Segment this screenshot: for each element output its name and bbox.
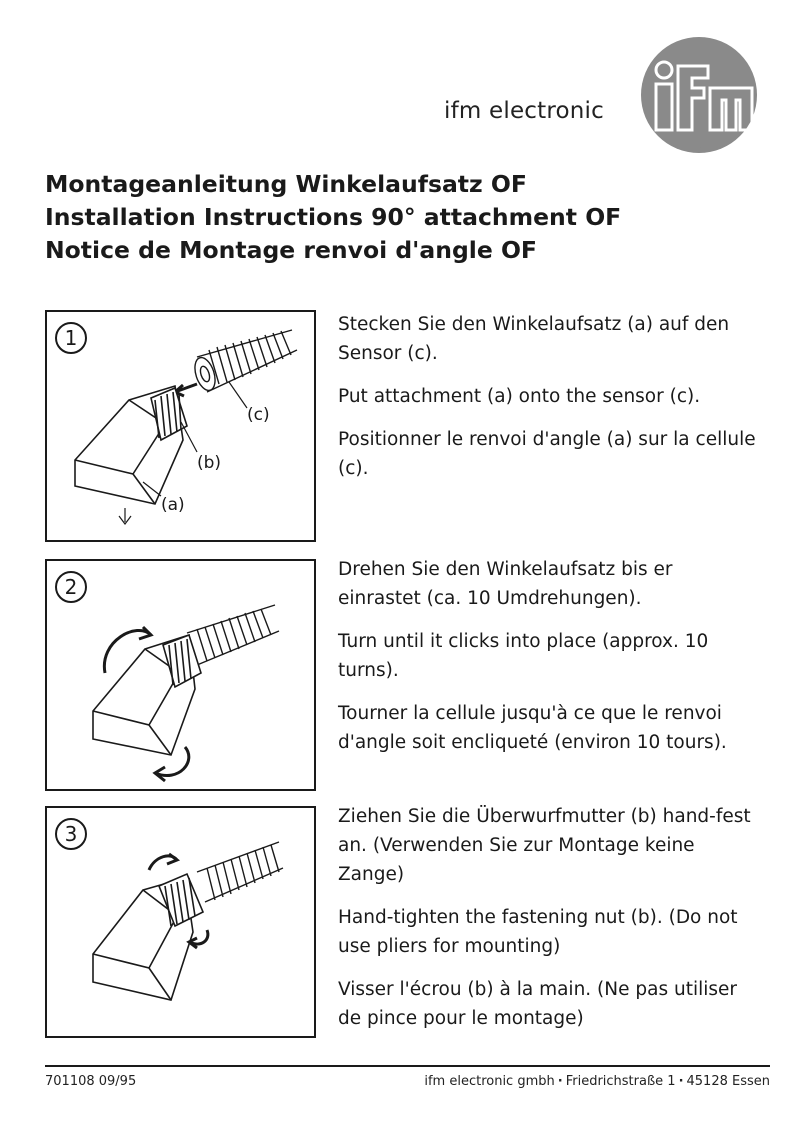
step-1-illustration [45,310,316,542]
step-2-number: 2 [64,575,78,599]
company-name: ifm electronic [444,98,604,124]
title-german: Montageanleitung Winkelaufsatz OF [45,170,527,198]
footer-company: ifm electronic gmbh [424,1074,555,1089]
step-1-text-de: Stecken Sie den Winkelaufsatz (a) auf den Sensor (c). [338,314,730,364]
label-b: (b) [197,453,222,473]
step-1-text [338,310,758,497]
angle-attachment-drawing [75,386,187,504]
step-3-text-de: Ziehen Sie die Überwurfmutter (b) hand-fest an. (Verwenden Sie zur Montage keine Zange) [338,806,751,885]
step-2-text-fr: Tourner la cellule jusqu'à ce que le renvoi d'angle soit encliqueté (environ 10 tours). [338,703,727,753]
document-number: 701108 09/95 [45,1074,137,1089]
document-titles [45,168,621,267]
step-1-text-fr: Positionner le renvoi d'angle (a) sur la cellule (c). [338,429,756,479]
title-french: Notice de Montage renvoi d'angle OF [45,236,537,264]
footer-street: Friedrichstraße 1 [565,1074,676,1089]
footer-address [424,1074,770,1089]
label-a: (a) [161,495,185,515]
step-3-text-en: Hand-tighten the fastening nut (b). (Do not use pliers for mounting) [338,907,738,957]
step-1-number: 1 [64,326,78,350]
step-3-number: 3 [64,822,78,846]
angle-attachment-drawing [93,635,201,755]
step-3-text [338,802,758,1047]
footer-separator: · [557,1074,563,1089]
ifm-logo [638,36,760,154]
sensor-cable-drawing [191,330,297,393]
step-2-text-en: Turn until it clicks into place (approx. 10 turns). [338,631,709,681]
step-2-text [338,555,758,771]
sensor-cable-drawing [197,842,283,902]
footer-city: 45128 Essen [686,1074,770,1089]
logo-text: ifm [699,147,703,149]
step-3-illustration [45,806,316,1038]
label-c: (c) [247,405,270,425]
step-2-illustration [45,559,316,791]
title-english: Installation Instructions 90° attachment OF [45,203,622,231]
step-2-text-de: Drehen Sie den Winkelaufsatz bis er einrastet (ca. 10 Umdrehungen). [338,559,673,609]
footer-separator: · [678,1074,684,1089]
step-3-text-fr: Visser l'écrou (b) à la main. (Ne pas utiliser de pince pour le montage) [338,979,737,1029]
footer-divider [45,1065,770,1067]
sensor-cable-drawing [187,605,279,665]
step-1-text-en: Put attachment (a) onto the sensor (c). [338,386,701,407]
angle-attachment-drawing [93,874,203,1000]
